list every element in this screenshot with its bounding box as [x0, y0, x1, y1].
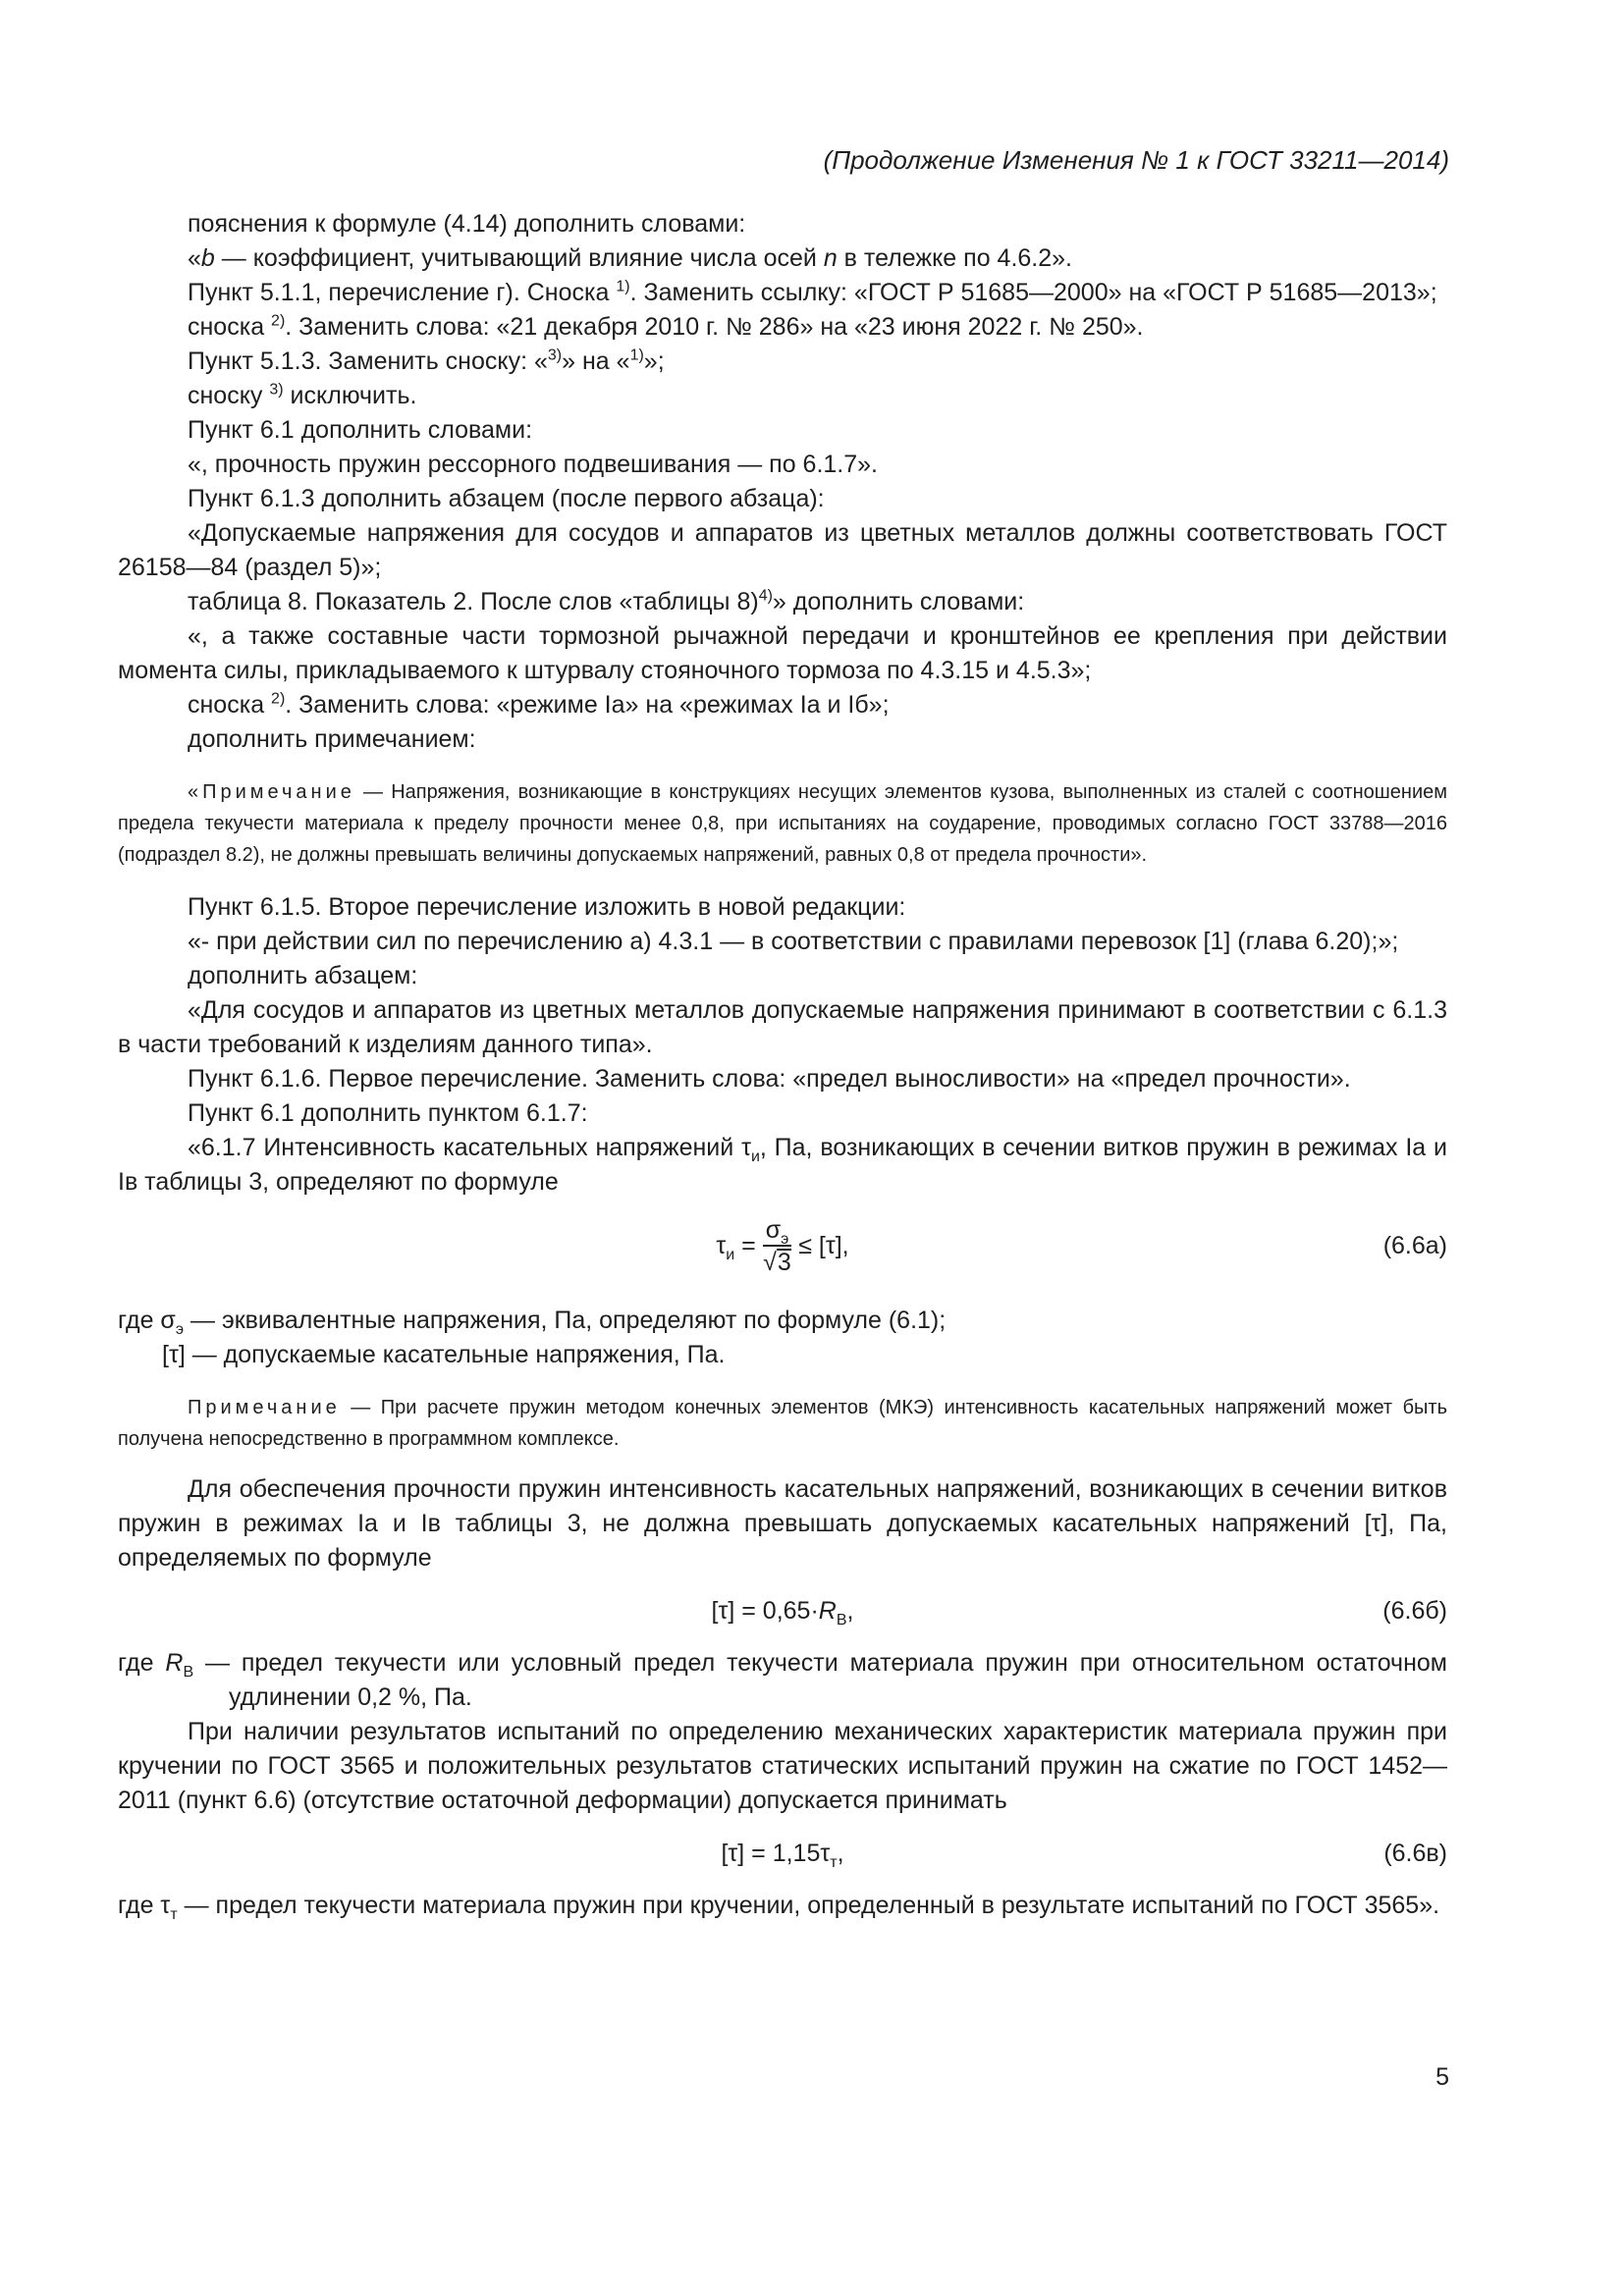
text: «, а также составные части тормозной рычажной передачи и кронштейнов ее крепления при действии момента силы, прикладываемого к штурвалу стояночного тормоза по 4.3.15 и 4.5.3»;	[118, 622, 1447, 684]
equation-6-6a	[118, 1205, 1447, 1286]
symbol-b: b	[200, 244, 215, 272]
paragraph	[118, 516, 1447, 585]
text: . Заменить ссылку: «ГОСТ Р 51685—2000» на «ГОСТ Р 51685—2013»;	[629, 279, 1437, 306]
paragraph	[118, 619, 1447, 688]
text: — коэффициент, учитывающий влияние числа осей	[214, 244, 824, 272]
text: ,	[846, 1597, 854, 1625]
paragraph	[118, 993, 1447, 1062]
paragraph	[118, 310, 1447, 345]
where-clause	[118, 1646, 1447, 1715]
paragraph	[118, 722, 1447, 757]
fraction-denominator	[763, 1247, 792, 1277]
text: — предел текучести материала пружин при кручении, определенный в результате испытаний по ГОСТ 3565».	[177, 1892, 1440, 1919]
equation-expression	[118, 1205, 1447, 1286]
text: При наличии результатов испытаний по определению механических характеристик материала пружин при кручении по ГОСТ 3565 и положительных результатов статических испытаний пружин на сжатие по ГОСТ 1452—2011 (пункт 6.6) (отсутствие остаточной деформации) допускается принимать	[118, 1718, 1447, 1814]
paragraph	[118, 207, 1447, 241]
sqrt-sign: √	[763, 1248, 777, 1276]
text: ,	[837, 1840, 844, 1867]
text: » дополнить словами:	[772, 588, 1025, 615]
footnote-ref: 2)	[271, 690, 286, 708]
equation-number: (6.6а)	[1382, 1232, 1447, 1259]
text: пояснения к формуле (4.14) дополнить словами:	[188, 210, 746, 238]
paragraph	[118, 448, 1447, 482]
text: «, прочность пружин рессорного подвешивания — по 6.1.7».	[188, 451, 879, 478]
page-number: 5	[1435, 2063, 1449, 2091]
text: где	[118, 1649, 166, 1677]
text: где τ	[118, 1892, 171, 1919]
text: Пункт 6.1.6. Первое перечисление. Заменить слова: «предел выносливости» на «предел прочности».	[188, 1065, 1351, 1093]
text: — При расчете пружин методом конечных элементов (МКЭ) интенсивность касательных напряжений может быть получена непосредственно в программном комплексе.	[118, 1397, 1447, 1450]
text: . Заменить слова: «режиме Iа» на «режимах Iа и Iб»;	[285, 691, 890, 719]
text: . Заменить слова: «21 декабря 2010 г. № 286» на «23 июня 2022 г. № 250».	[285, 313, 1144, 341]
fraction	[763, 1217, 792, 1276]
paragraph	[118, 1715, 1447, 1818]
paragraph	[118, 241, 1447, 276]
where-clause	[118, 1889, 1447, 1923]
sigma-symbol: σ	[765, 1216, 782, 1245]
footnote-ref: 4)	[758, 587, 773, 605]
where-clause	[118, 1338, 1447, 1372]
paragraph	[118, 890, 1447, 925]
text: Для обеспечения прочности пружин интенсивность касательных напряжений, возникающих в сечении витков пружин в режимах Iа и Iв таблицы 3, не должна превышать допускаемых касательных напряжений [τ], Па, определяемых по формуле	[118, 1475, 1447, 1572]
inequality: ≤ [τ],	[791, 1232, 849, 1259]
document-body	[118, 207, 1447, 1923]
paragraph	[118, 1131, 1447, 1200]
equation-expression	[118, 1585, 1447, 1636]
note	[118, 776, 1447, 871]
note-label: Примечание	[188, 1397, 341, 1418]
subscript: В	[183, 1664, 194, 1681]
text: «Допускаемые напряжения для сосудов и аппаратов из цветных металлов должны соответствовать ГОСТ 26158—84 (раздел 5)»;	[118, 519, 1447, 581]
text: Пункт 6.1 дополнить словами:	[188, 416, 533, 444]
text: где σ	[118, 1307, 176, 1334]
paragraph	[118, 688, 1447, 722]
equals-sign: =	[734, 1232, 763, 1259]
paragraph	[118, 925, 1447, 959]
paragraph	[118, 1096, 1447, 1131]
where-clause	[118, 1304, 1447, 1338]
footnote-ref: 3)	[547, 347, 563, 364]
text: , Па, возникающих в сечении витков пружин в режимах Iа и Iв таблицы 3, определяют по формуле	[118, 1134, 1447, 1196]
subscript: э	[781, 1231, 789, 1249]
text: — эквивалентные напряжения, Па, определяют по формуле (6.1);	[184, 1307, 947, 1334]
symbol-n: n	[823, 244, 838, 272]
radicand: 3	[777, 1248, 791, 1276]
text: сноска	[188, 313, 272, 341]
text: сноску	[188, 382, 270, 409]
equation-6-6b	[118, 1585, 1447, 1636]
text: таблица 8. Показатель 2. После слов «таблицы 8)	[188, 588, 759, 615]
equation-6-6v	[118, 1828, 1447, 1879]
text: сноска	[188, 691, 272, 719]
text: [τ] — допускаемые касательные напряжения, Па.	[162, 1341, 726, 1368]
footnote-ref: 1)	[629, 347, 644, 364]
text: дополнить примечанием:	[188, 725, 476, 753]
paragraph	[118, 379, 1447, 413]
text: »;	[643, 347, 665, 375]
footnote-ref: 3)	[269, 381, 284, 399]
text: Пункт 5.1.1, перечисление г). Сноска	[188, 279, 617, 306]
text: — предел текучести или условный предел текучести материала пружин при относительном остаточном удлинении 0,2 %, Па.	[193, 1649, 1447, 1711]
paragraph	[118, 276, 1447, 310]
text: Пункт 5.1.3. Заменить сноску: «	[188, 347, 548, 375]
text: Пункт 6.1.5. Второе перечисление изложить в новой редакции:	[188, 893, 906, 921]
paragraph	[118, 345, 1447, 379]
equation-number: (6.6б)	[1382, 1597, 1447, 1625]
subscript: т	[830, 1854, 838, 1871]
text: «6.1.7 Интенсивность касательных напряжений τ	[188, 1134, 751, 1161]
text: «- при действии сил по перечислению а) 4.3.1 — в соответствии с правилами перевозок [1] (глава 6.20);»;	[188, 928, 1399, 955]
text: дополнить абзацем:	[188, 962, 418, 989]
text: — Напряжения, возникающие в конструкциях несущих элементов кузова, выполненных из сталей с соотношением предела текучести материала к пределу прочности менее 0,8, при испытаниях на соударение, проводимых согласно ГОСТ 33788—2016 (подраздел 8.2), не должны превышать величины допускаемых напряжений, равных 0,8 от предела прочности».	[118, 781, 1447, 866]
fraction-numerator	[763, 1217, 792, 1247]
text: » на «	[562, 347, 630, 375]
paragraph	[118, 413, 1447, 448]
paragraph	[118, 959, 1447, 993]
text: исключить.	[283, 382, 417, 409]
paragraph	[118, 482, 1447, 516]
symbol-r: R	[165, 1649, 184, 1677]
paragraph	[118, 585, 1447, 619]
paragraph	[118, 1472, 1447, 1575]
text: [τ] = 1,15τ	[721, 1840, 831, 1867]
running-header: (Продолжение Изменения № 1 к ГОСТ 33211—2014)	[823, 145, 1449, 175]
note-label: «Примечание	[188, 781, 355, 803]
symbol-r: R	[818, 1597, 837, 1625]
footnote-ref: 2)	[271, 312, 286, 330]
subscript: и	[750, 1148, 760, 1165]
note	[118, 1392, 1447, 1455]
text: в тележке по 4.6.2».	[837, 244, 1072, 272]
subscript: э	[175, 1321, 185, 1338]
text: «	[188, 244, 201, 272]
text: Пункт 6.1 дополнить пунктом 6.1.7:	[188, 1099, 588, 1127]
subscript: и	[726, 1247, 735, 1263]
equation-number: (6.6в)	[1383, 1840, 1447, 1867]
subscript: В	[836, 1612, 847, 1629]
subscript: т	[170, 1906, 178, 1923]
footnote-ref: 1)	[616, 278, 630, 295]
text: «Для сосудов и аппаратов из цветных металлов допускаемые напряжения принимают в соответствии с 6.1.3 в части требований к изделиям данного типа».	[118, 996, 1447, 1058]
equation-expression	[118, 1828, 1447, 1879]
text: [τ] = 0,65·	[711, 1597, 819, 1625]
tau-symbol: τ	[716, 1232, 727, 1259]
text: Пункт 6.1.3 дополнить абзацем (после первого абзаца):	[188, 485, 825, 512]
paragraph	[118, 1062, 1447, 1096]
